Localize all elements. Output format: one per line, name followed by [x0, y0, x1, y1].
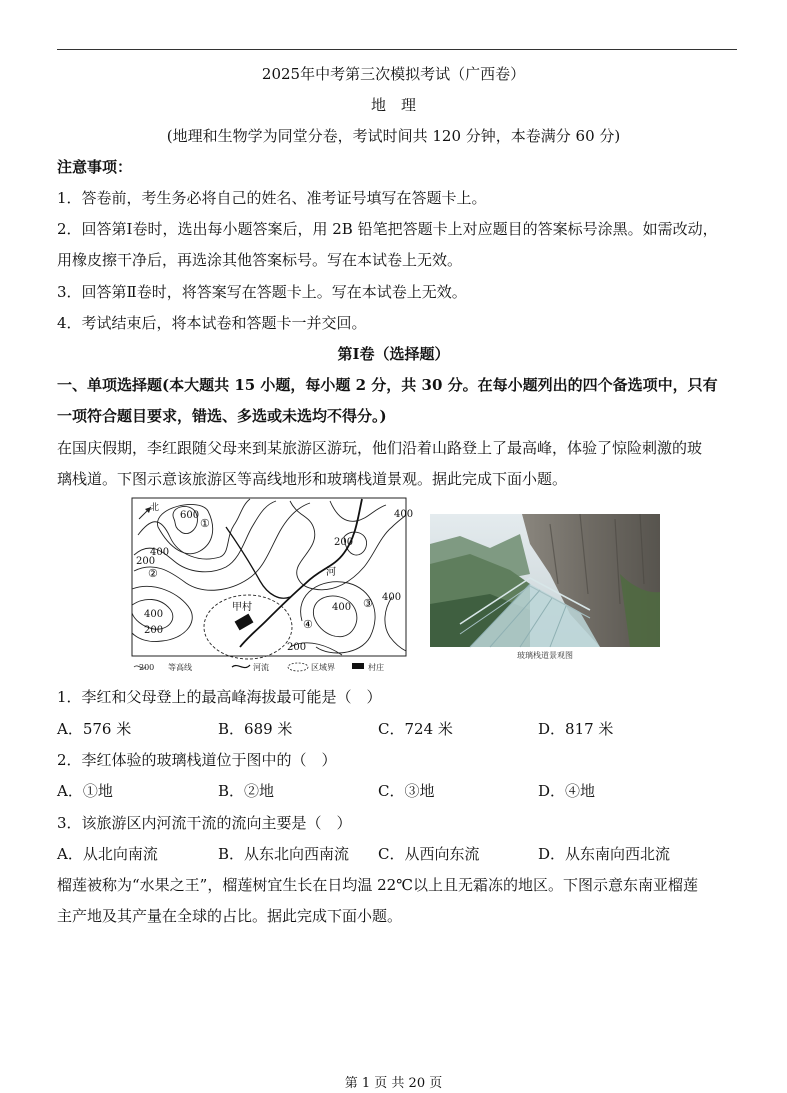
legend-contour-value: 200: [139, 663, 155, 672]
contour-value-400: 400: [150, 547, 170, 558]
question-2-option-b: B．②地: [218, 782, 275, 800]
contour-value-400: 400: [382, 592, 402, 603]
contour-value-200: 200: [144, 625, 164, 636]
notice-item: 3．回答第Ⅱ卷时，将答案写在答题卡上。写在本试卷上无效。: [57, 283, 467, 301]
subject-title: 地 理: [370, 96, 416, 114]
section-instructions-cont: 一项符合题目要求，错选、多选或未选均不得分。): [57, 407, 387, 425]
legend-boundary: 区域界: [311, 663, 335, 672]
exam-note: (地理和生物学为同堂分卷，考试时间共 120 分钟，本卷满分 60 分): [166, 127, 621, 145]
contour-value-200: 200: [136, 556, 156, 567]
location-markers: [148, 517, 373, 631]
contour-lines: [132, 499, 406, 655]
question-intro: 在国庆假期，李红跟随父母来到某旅游区游玩，他们沿着山路登上了最高峰，体验了惊险刺激的玻: [57, 439, 703, 457]
durian-intro-cont: 主产地及其产量在全球的占比。据此完成下面小题。: [57, 907, 403, 925]
marker-4: ④: [303, 618, 313, 631]
question-1-option-a: A．576 米: [57, 720, 132, 738]
village-label: 甲村: [232, 602, 252, 613]
question-3-option-b: B．从东北向西南流: [218, 845, 350, 863]
question-intro-cont: 璃栈道。下图示意该旅游区等高线地形和玻璃栈道景观。据此完成下面小题。: [57, 470, 568, 488]
question-2-option-d: D．④地: [538, 782, 596, 800]
contour-value-400: 400: [394, 509, 414, 520]
contour-value-400: 400: [144, 609, 164, 620]
map-frame: [132, 498, 406, 656]
question-1-option-b: B．689 米: [218, 720, 293, 738]
river-line: [240, 499, 362, 647]
durian-intro: 榴莲被称为“水果之王”，榴莲树宜生长在日均温 22℃以上且无霜冻的地区。下图示意东南亚榴莲: [57, 876, 698, 894]
question-1-option-c: C．724 米: [378, 720, 453, 738]
notice-heading: 注意事项：: [57, 158, 133, 176]
marker-3: ③: [363, 597, 373, 610]
legend-river: 河流: [253, 663, 269, 672]
river-tributary: [226, 527, 290, 598]
notice-item: 4．考试结束后，将本试卷和答题卡一并交回。: [57, 314, 367, 332]
legend-village: 村庄: [368, 663, 384, 672]
question-3-stem: 3．该旅游区内河流干流的流向主要是（ ）: [57, 814, 352, 832]
question-2-stem: 2．李红体验的玻璃栈道位于图中的（ ）: [57, 751, 337, 769]
village-marker: [235, 614, 254, 631]
section-instructions: 一、单项选择题(本大题共 15 小题，每小题 2 分，共 30 分。在每小题列出的四个备选项中，只有: [57, 376, 718, 394]
top-rule: [57, 49, 737, 50]
contour-value-200: 200: [334, 537, 354, 548]
north-label: 北: [150, 503, 160, 513]
contour-labels: [136, 509, 413, 653]
part1-heading: 第Ⅰ卷（选择题）: [337, 345, 450, 363]
question-3-option-c: C．从西向东流: [378, 845, 480, 863]
question-1-stem: 1．李红和父母登上的最高峰海拔最可能是（ ）: [57, 688, 382, 706]
legend-contour: 等高线: [168, 663, 192, 672]
question-2-option-a: A．①地: [57, 782, 113, 800]
contour-value-200: 200: [287, 642, 307, 653]
page-footer: 第 1 页 共 20 页: [344, 1076, 443, 1091]
photo-caption: 玻璃栈道景观图: [517, 651, 573, 660]
marker-1: ①: [200, 517, 210, 530]
notice-item: 用橡皮擦干净后，再选涂其他答案标号。写在本试卷上无效。: [57, 251, 463, 269]
contour-value-400: 400: [332, 602, 352, 613]
contour-map: [130, 497, 414, 677]
glass-walkway-photo: [430, 514, 660, 647]
notice-item: 2．回答第Ⅰ卷时，选出每小题答案后，用 2B 铅笔把答题卡上对应题目的答案标号涂黑。如需改动，: [57, 220, 718, 238]
question-2-option-c: C．③地: [378, 782, 435, 800]
river-label: 河: [326, 567, 336, 578]
map-legend: [134, 662, 384, 672]
contour-value-600: 600: [180, 510, 200, 521]
exam-title: 2025年中考第三次模拟考试（广西卷）: [261, 65, 526, 83]
notice-item: 1．答卷前，考生务必将自己的姓名、准考证号填写在答题卡上。: [57, 189, 487, 207]
question-3-option-d: D．从东南向西北流: [538, 845, 671, 863]
marker-2: ②: [148, 567, 158, 580]
question-1-option-d: D．817 米: [538, 720, 614, 738]
question-3-option-a: A．从北向南流: [57, 845, 158, 863]
